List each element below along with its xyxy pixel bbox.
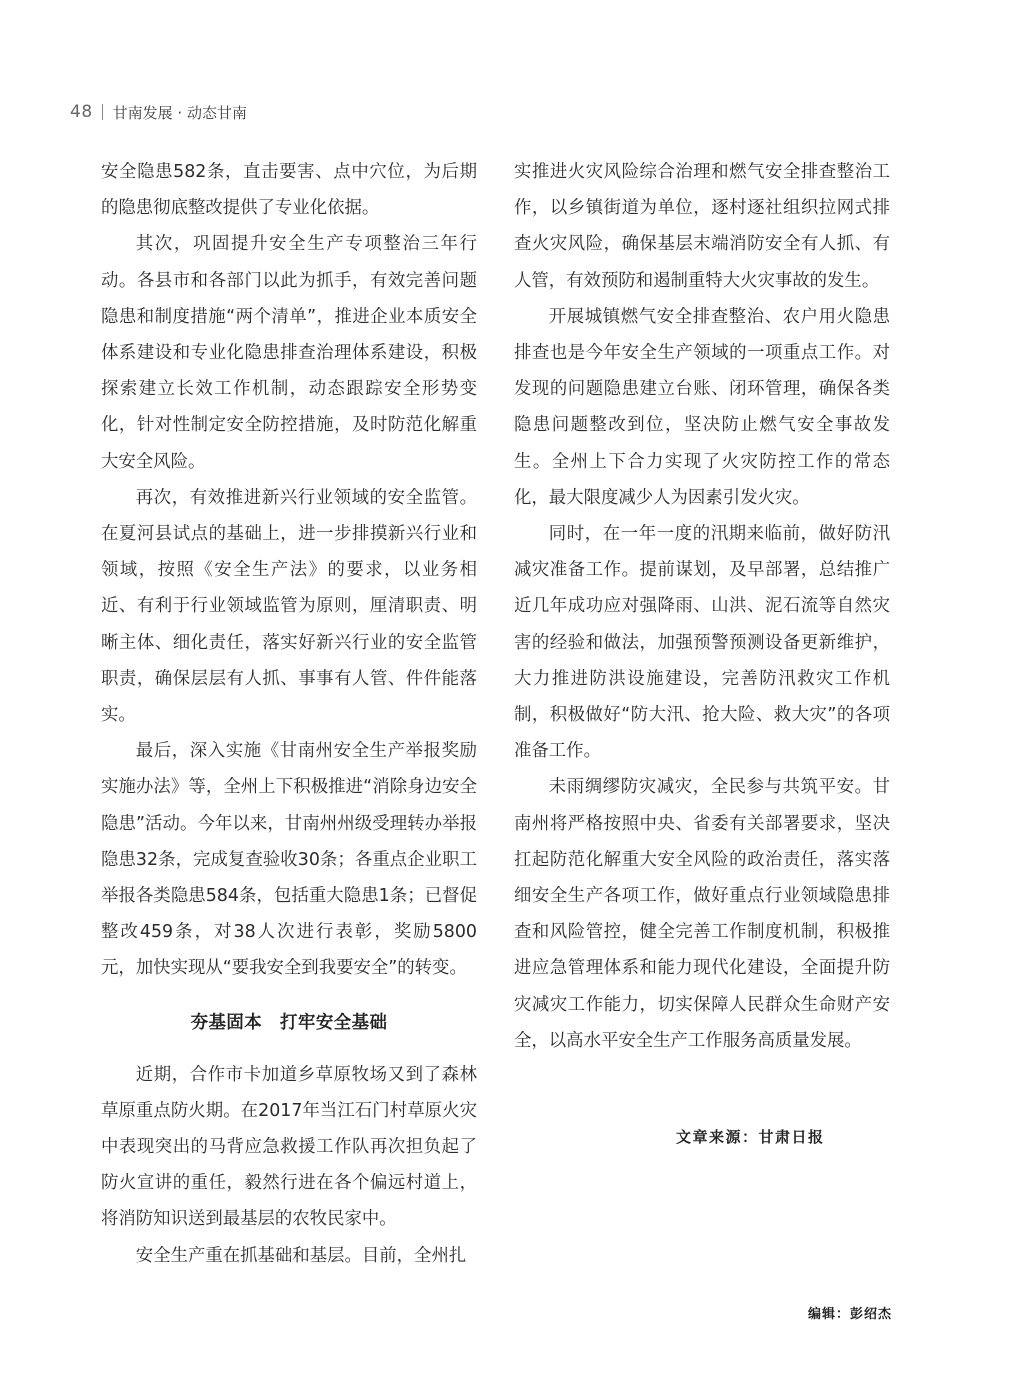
paragraph: 再次，有效推进新兴行业领域的安全监管。在夏河县试点的基础上，进一步排摸新兴行业和领域，按照《安全生产法》的要求，以业务相近、有利于行业领域监管为原则，厘清职责、明晰主体、细化责任，落实好新兴行业的安全监管职责，确保层层有人抓、事事有人管、件件能落实。 [101, 487, 477, 726]
editor-credit: 编辑：彭绍杰 [808, 1307, 893, 1322]
right-column [514, 154, 890, 1059]
left-column [101, 154, 477, 1274]
section-title: 甘南发展 · 动态甘南 [112, 103, 247, 122]
paragraph: 开展城镇燃气安全排查整治、农户用火隐患排查也是今年安全生产领域的一项重点工作。对发现的问题隐患建立台账、闭环管理，确保各类隐患问题整改到位，坚决防止燃气安全事故发生。全州上下合力实现了火灾防控工作的常态化，最大限度减少人为因素引发火灾。 [514, 306, 890, 508]
running-header [70, 101, 247, 123]
paragraph: 实推进火灾风险综合治理和燃气安全排查整治工作，以乡镇街道为单位，逐村逐社组织拉网式排查火灾风险，确保基层末端消防安全有人抓、有人管，有效预防和遏制重特大火灾事故的发生。 [514, 162, 890, 291]
paragraph: 未雨绸缪防灾减灾，全民参与共筑平安。甘南州将严格按照中央、省委有关部署要求，坚决扛起防范化解重大安全风险的政治责任，落实落细安全生产各项工作，做好重点行业领域隐患排查和风险管控，健全完善工作制度机制，积极推进应急管理体系和能力现代化建设，全面提升防灾减灾工作能力，切实保障人民群众生命财产安全，以高水平安全生产工作服务高质量发展。 [514, 777, 890, 1051]
header-divider [102, 104, 103, 120]
paragraph: 其次，巩固提升安全生产专项整治三年行动。各县市和各部门以此为抓手，有效完善问题隐患和制度措施“两个清单”，推进企业本质安全体系建设和专业化隐患排查治理体系建设，积极探索建立长效工作机制，动态跟踪安全形势变化，针对性制定安全防控措施，及时防范化解重大安全风险。 [101, 234, 477, 472]
page-number: 48 [70, 102, 93, 122]
paragraph: 最后，深入实施《甘南州安全生产举报奖励实施办法》等，全州上下积极推进“消除身边安全隐患”活动。今年以来，甘南州州级受理转办举报隐患32条，完成复查验收30条；各重点企业职工举报各类隐患584条，包括重大隐患1条；已督促整改459条，对38人次进行表彰，奖励5800元，加快实现从“要我安全到我要安全”的转变。 [101, 741, 477, 979]
paragraph: 安全隐患582条，直击要害、点中穴位，为后期的隐患彻底整改提供了专业化依据。 [101, 162, 477, 219]
paragraph: 同时，在一年一度的汛期来临前，做好防汛减灾准备工作。提前谋划，及早部署，总结推广近几年成功应对强降雨、山洪、泥石流等自然灾害的经验和做法，加强预警预测设备更新维护，大力推进防洪设施建设，完善防汛救灾工作机制，积极做好“防大汛、抢大险、救大灾”的各项准备工作。 [514, 524, 890, 762]
paragraph: 安全生产重在抓基础和基层。目前，全州扎 [135, 1245, 467, 1266]
article-source: 文章来源：甘肃日报 [676, 1128, 825, 1146]
paragraph: 近期，合作市卡加道乡草原牧场又到了森林草原重点防火期。在2017年当江石门村草原火灾中表现突出的马背应急救援工作队再次担负起了防火宣讲的重任，毅然行进在各个偏远村道上，将消防知识送到最基层的农牧民家中。 [101, 1064, 477, 1230]
section-heading: 夯基固本 打牢安全基础 [190, 1012, 388, 1033]
